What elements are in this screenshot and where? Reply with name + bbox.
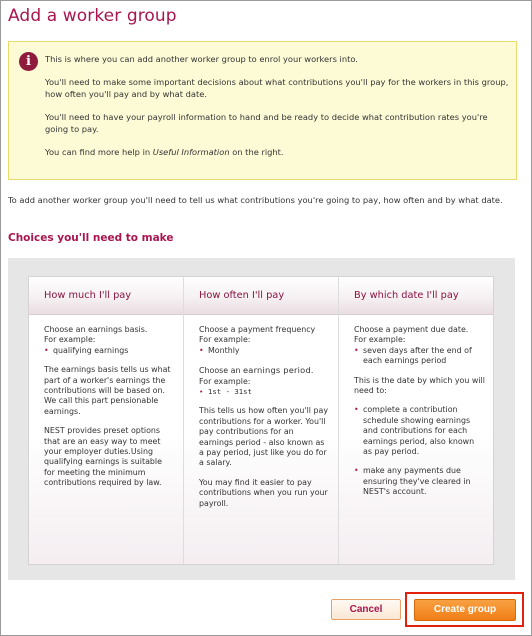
cancel-button[interactable]: Cancel [331,599,401,620]
column-line: Choose an [199,366,243,376]
choices-columns [28,276,494,565]
column-line: For example: [199,335,251,345]
column-line: Choose an earnings basis. [44,325,148,334]
column-paragraph [354,325,485,367]
bullet-item: • 1st - 31st [199,387,330,397]
info-text [45,53,509,169]
page-title: Add a worker group [8,6,177,26]
column-how-often [184,277,339,564]
column-paragraph [199,325,330,356]
info-paragraph: This is where you can add another worker group to enrol your workers into. [45,54,358,64]
info-box [8,41,517,180]
column-header: How often I'll pay [184,277,338,315]
info-icon: i [19,52,38,71]
column-paragraph [354,466,485,497]
info-help-prefix: You can find more help in [45,147,153,157]
column-paragraph: NEST provides preset options that are an easy way to meet your employer duties.Using qualifying earnings is suitable for meeting the minimum contributions required by law. [44,426,162,488]
column-paragraph: You may find it easier to pay contributions when you run your payroll. [199,477,328,508]
footer-divider [8,585,515,586]
column-how-much [29,277,184,564]
bullet-item: • make any payments due ensuring they've cleared in NEST's account. [354,466,485,497]
column-paragraph: This tells us how often you'll pay contributions for a worker. You'll pay contributions for an earnings period - also known as a pay period, just like you do for a salary. [199,406,328,468]
column-line: Choose a payment due date. [354,325,469,334]
info-paragraph: You'll need to have your payroll information to hand and be ready to decide what contribution rates you're going to pay. [45,112,488,134]
column-header: By which date I'll pay [339,277,493,315]
column-body [29,315,183,489]
info-paragraph: You'll need to make some important decisions about what contributions you'll pay for the workers in this group, how often you'll pay and by what date. [45,77,509,99]
column-line: Choose a payment frequency [199,325,316,334]
create-group-button[interactable]: Create group [414,599,516,621]
column-paragraph: This is the date by which you will need to: [354,375,485,396]
intro-text: To add another worker group you'll need to tell us what contributions you're going to pay, how often and by what date. [8,195,503,205]
column-line: For example: [44,335,96,345]
useful-information-reference: Useful Information [152,147,230,157]
column-header: How much I'll pay [29,277,183,315]
create-group-highlight [405,592,524,627]
bullet-item: • complete a contribution schedule showing earnings and contributions for each earnings period, also known as pay period. [354,405,485,457]
column-body [184,315,338,509]
choices-panel [8,258,515,580]
choices-heading: Choices you'll need to make [8,232,174,244]
column-paragraph [44,325,175,356]
column-line: For example: [199,376,251,386]
earnings-period-term: earnings period [242,365,311,376]
bullet-item: • seven days after the end of each earnings period [354,346,485,367]
bullet-item: • qualifying earnings [44,346,175,356]
bullet-item: • Monthly [199,346,330,356]
column-paragraph: The earnings basis tells us what part of a worker's earnings the contributions will be based on. We call this part pensionable earnings. [44,365,171,416]
info-paragraph [45,146,509,158]
column-paragraph [199,365,330,397]
column-by-which-date [339,277,493,564]
column-paragraph [354,405,485,457]
column-body [339,315,493,498]
info-help-suffix: on the right. [229,147,284,157]
column-line: . [310,366,314,376]
column-line: For example: [354,335,406,345]
